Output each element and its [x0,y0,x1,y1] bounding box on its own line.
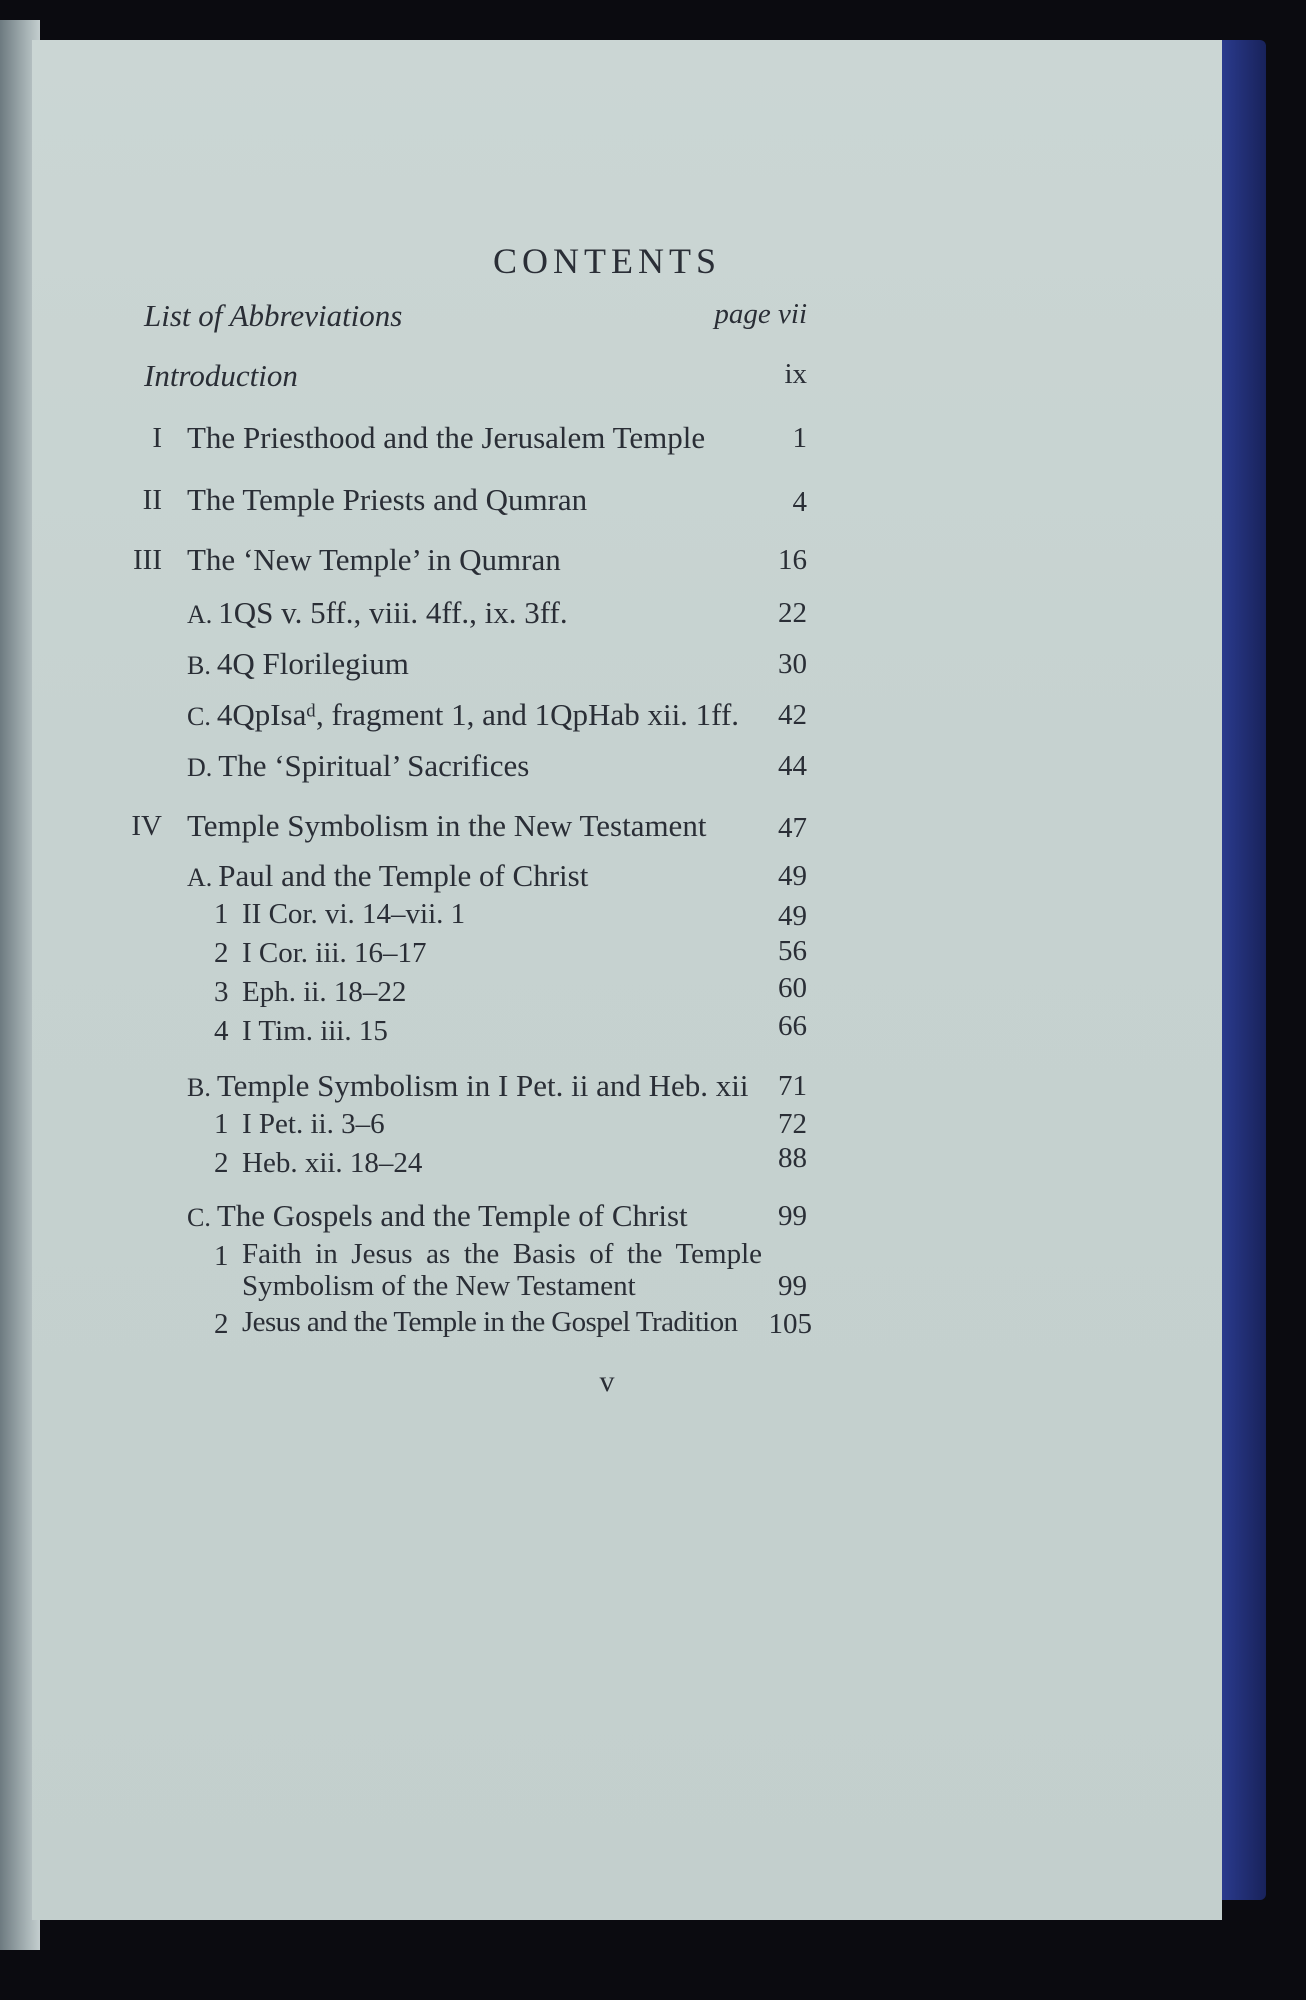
subsection-num: 2 [214,937,229,969]
chapter-num: IV [131,810,162,842]
subsection-page: 56 [778,935,807,967]
section-letter: B. [187,1073,211,1102]
section-letter: C. [187,702,211,731]
subsection-title: II Cor. vi. 14–vii. 1 [242,898,466,930]
book-page [32,40,1222,1920]
section-letter: A. [187,863,213,892]
section-item [187,1198,688,1234]
front-item-abbreviations: List of Abbreviations [144,298,403,333]
section-page: 22 [778,597,807,629]
section-page: 71 [778,1070,807,1102]
front-page-abbreviations: page vii [714,298,807,330]
section-title: Temple Symbolism in I Pet. ii and Heb. xii [216,1068,749,1103]
subsection-num: 2 [214,1147,229,1179]
subsection-num: 1 [214,898,229,930]
subsection-page: 99 [778,1270,807,1302]
subsection-num: 3 [214,976,229,1008]
subsection-page: 49 [778,900,807,932]
chapter-page: 1 [792,422,807,454]
section-title: Paul and the Temple of Christ [218,858,589,893]
subsection-num: 2 [214,1308,229,1340]
subsection-num: 1 [214,1240,229,1272]
subsection-title-line2: Symbolism of the New Testament [242,1270,636,1302]
section-item [187,595,568,631]
subsection-title: I Tim. iii. 15 [242,1015,388,1047]
section-title: The Gospels and the Temple of Christ [216,1198,688,1233]
section-page: 30 [778,648,807,680]
subsection-page: 60 [778,972,807,1004]
section-letter: B. [187,651,211,680]
section-title: 4QpIsaᵈ, fragment 1, and 1QpHab xii. 1ff. [216,697,740,732]
subsection-page: 105 [768,1308,812,1340]
subsection-title: I Pet. ii. 3–6 [242,1108,385,1140]
section-page: 99 [778,1200,807,1232]
page-folio: v [599,1365,615,1398]
section-page: 44 [778,750,807,782]
chapter-num: I [152,422,162,454]
subsection-num: 1 [214,1108,229,1140]
subsection-page: 88 [778,1142,807,1174]
section-item [187,858,588,894]
subsection-page: 66 [778,1010,807,1042]
chapter-title: The ‘New Temple’ in Qumran [187,542,561,577]
front-page-introduction: ix [784,358,807,390]
section-page: 42 [778,699,807,731]
chapter-title: Temple Symbolism in the New Testament [187,808,707,843]
subsection-title-line1: Faith in Jesus as the Basis of the Temple [242,1238,762,1270]
subsection-num: 4 [214,1015,229,1047]
section-item [187,646,409,682]
chapter-num: II [142,484,162,516]
section-item [187,697,739,733]
subsection-page: 72 [778,1108,807,1140]
subsection-title: Jesus and the Temple in the Gospel Tradition [242,1306,738,1338]
subsection-title: Eph. ii. 18–22 [242,976,407,1008]
chapter-page: 47 [778,812,807,844]
section-letter: A. [187,600,213,629]
chapter-title: The Temple Priests and Qumran [187,482,588,517]
chapter-page: 4 [792,486,807,518]
section-item [187,748,529,784]
section-title: The ‘Spiritual’ Sacrifices [218,748,530,783]
chapter-page: 16 [778,544,807,576]
section-letter: C. [187,1203,211,1232]
section-title: 4Q Florilegium [216,646,409,681]
section-title: 1QS v. 5ff., viii. 4ff., ix. 3ff. [218,595,568,630]
section-item [187,1068,749,1104]
contents-heading: CONTENTS [493,241,721,281]
section-letter: D. [187,753,213,782]
front-item-introduction: Introduction [144,358,298,393]
section-page: 49 [778,860,807,892]
chapter-num: III [133,544,162,576]
chapter-title: The Priesthood and the Jerusalem Temple [187,420,706,455]
subsection-title: Heb. xii. 18–24 [242,1147,423,1179]
subsection-title: I Cor. iii. 16–17 [242,937,427,969]
